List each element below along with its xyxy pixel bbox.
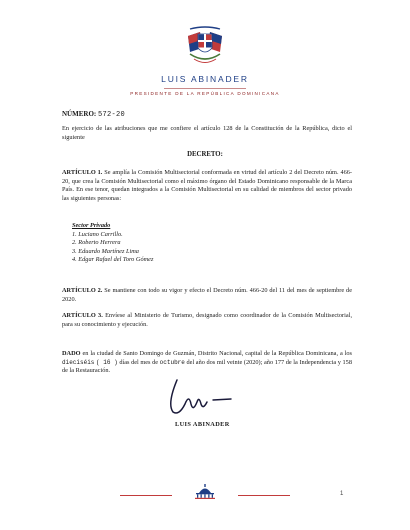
decreto-heading: DECRETO: — [187, 151, 223, 158]
dado-paragraph — [62, 350, 352, 376]
president-name-header: LUIS ABINADER — [161, 74, 249, 84]
handwritten-signature-icon — [155, 374, 235, 418]
article-1-label: ARTÍCULO 1. — [62, 169, 103, 176]
article-2-label: ARTÍCULO 2. — [62, 287, 103, 294]
sector-member: 2. Roberto Herrera — [72, 239, 121, 247]
article-3-text: Envíese al Ministerio de Turismo, designado como coordinador de la Comisión Multisectorial, para su conocimiento y ejecución. — [62, 312, 353, 328]
article-2-text: Se mantiene con todo su vigor y efecto el Decreto núm. 466-20 del 11 del mes de septiembre de 2020. — [62, 287, 352, 303]
article-3 — [62, 312, 352, 329]
dado-day-words: dieciséis — [62, 358, 95, 366]
private-sector-list — [72, 222, 153, 265]
page-number: 1 — [340, 491, 344, 497]
dado-label: DADO — [62, 350, 81, 357]
coat-of-arms-icon — [180, 26, 230, 68]
decree-number-label: NÚMERO: — [62, 110, 97, 118]
decree-number — [62, 110, 125, 119]
signer-name: LUIS ABINADER — [175, 421, 230, 428]
sector-member: 3. Eduardo Martínez Lima — [72, 247, 139, 255]
article-3-label: ARTÍCULO 3. — [62, 312, 103, 319]
national-palace-icon — [193, 483, 217, 499]
dado-month: octubre — [159, 358, 185, 366]
dado-text-c: del año dos mil veinte (2020); año 177 de la Independencia y 158 de la Restauración. — [62, 358, 352, 375]
intro-paragraph: En ejercicio de las atribuciones que me confiere el artículo 128 de la Constitución de la República, dicto el siguiente — [62, 125, 352, 141]
dado-text-b: días del mes de — [119, 358, 159, 366]
sector-title: Sector Privado — [72, 222, 111, 229]
article-1 — [62, 169, 352, 203]
footer-rule-right — [238, 495, 290, 496]
decree-number-value: 572-20 — [97, 111, 125, 119]
article-1-text: Se amplía la Comisión Multisectorial conformada en virtud del artículo 2 del Decreto núm. 466-20, que crea la Comisión Multisectorial como el máximo órgano del Estado Dominicano responsable de la Marca País. En ese tenor, quedan integrados a la Comisión Multisectorial en su calidad de miembros del sector privado las siguientes personas: — [62, 169, 352, 202]
sector-member: 1. Luciano Carrillo. — [72, 230, 123, 238]
footer-rule-left — [120, 495, 172, 496]
header-divider — [164, 88, 246, 89]
president-title-header: PRESIDENTE DE LA REPÚBLICA DOMINICANA — [130, 91, 280, 96]
dado-day-number: ( 16 ) — [96, 358, 118, 366]
dado-text-a: en la ciudad de Santo Domingo de Guzmán, Distrito Nacional, capital de la República Dominicana, a los — [82, 350, 353, 357]
article-2 — [62, 287, 352, 304]
sector-member: 4. Edgar Rafael del Toro Gómez — [72, 256, 154, 264]
